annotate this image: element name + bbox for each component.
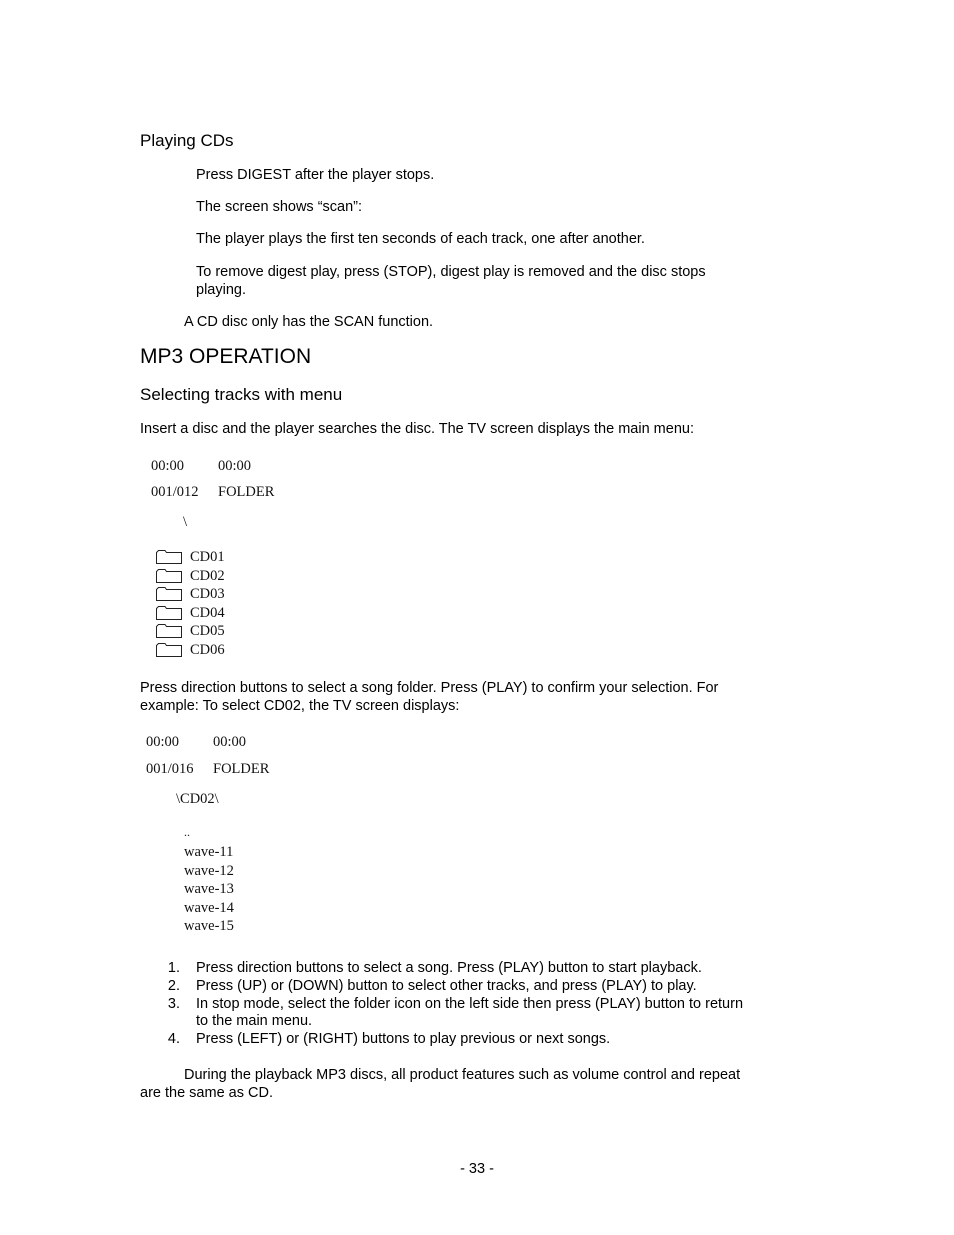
instruction-text: Press direction buttons to select a song folder. Press (PLAY) to confirm your selection. For bbox=[140, 680, 719, 696]
menu-time: 00:00 bbox=[146, 734, 180, 750]
step-text: The screen shows “scan”: bbox=[196, 199, 363, 215]
list-number: 4. bbox=[167, 1031, 180, 1047]
note-text: A CD disc only has the SCAN function. bbox=[184, 314, 434, 330]
menu-path: \ bbox=[183, 514, 188, 530]
track-item: wave-12 bbox=[184, 863, 234, 879]
menu-path: \CD02\ bbox=[176, 791, 219, 807]
section-heading-playing-cds: Playing CDs bbox=[140, 131, 234, 150]
step-text: The player plays the first ten seconds of each track, one after another. bbox=[196, 231, 645, 247]
intro-text: Insert a disc and the player searches the disc. The TV screen displays the main menu: bbox=[140, 421, 694, 437]
list-item-text: Press direction buttons to select a song. Press (PLAY) button to start playback. bbox=[196, 960, 702, 976]
track-item: wave-14 bbox=[184, 900, 234, 916]
menu-time: 00:00 bbox=[151, 458, 185, 474]
folder-icon bbox=[156, 606, 182, 620]
list-number: 1. bbox=[167, 960, 180, 976]
menu-time: 00:00 bbox=[213, 734, 247, 750]
folder-label: CD04 bbox=[190, 604, 225, 621]
folder-icon bbox=[156, 550, 182, 564]
parent-folder-item: .. bbox=[184, 825, 190, 839]
closing-text: During the playback MP3 discs, all product features such as volume control and repeat bbox=[184, 1067, 741, 1083]
list-number: 2. bbox=[167, 978, 180, 994]
list-item-text: Press (UP) or (DOWN) button to select other tracks, and press (PLAY) to play. bbox=[196, 978, 697, 994]
step-text: playing. bbox=[196, 282, 246, 298]
list-number: 3. bbox=[167, 996, 180, 1012]
folder-item bbox=[156, 567, 225, 585]
instruction-text: example: To select CD02, the TV screen displays: bbox=[140, 698, 460, 714]
section-heading-mp3: MP3 OPERATION bbox=[140, 345, 312, 368]
folder-label: CD01 bbox=[190, 548, 225, 565]
folder-item bbox=[156, 641, 225, 659]
folder-item bbox=[156, 548, 225, 566]
step-text: Press DIGEST after the player stops. bbox=[196, 167, 435, 183]
closing-text: are the same as CD. bbox=[140, 1085, 273, 1101]
folder-item bbox=[156, 604, 225, 622]
folder-label: CD05 bbox=[190, 622, 225, 639]
menu-label: FOLDER bbox=[213, 761, 270, 777]
track-item: wave-11 bbox=[184, 844, 234, 860]
list-item-text: Press (LEFT) or (RIGHT) buttons to play previous or next songs. bbox=[196, 1031, 611, 1047]
folder-label: CD06 bbox=[190, 641, 225, 658]
folder-item bbox=[156, 622, 225, 640]
folder-icon bbox=[156, 643, 182, 657]
folder-icon bbox=[156, 569, 182, 583]
track-item: wave-15 bbox=[184, 918, 234, 934]
subheading: Selecting tracks with menu bbox=[140, 385, 343, 404]
track-item: wave-13 bbox=[184, 881, 234, 897]
list-item-text: to the main menu. bbox=[196, 1013, 313, 1029]
step-text: To remove digest play, press (STOP), digest play is removed and the disc stops bbox=[196, 264, 706, 280]
folder-icon bbox=[156, 587, 182, 601]
list-item-text: In stop mode, select the folder icon on the left side then press (PLAY) button to return bbox=[196, 996, 744, 1012]
menu-label: FOLDER bbox=[218, 484, 275, 500]
menu-counter: 001/012 bbox=[151, 484, 199, 500]
page-number: - 33 - bbox=[460, 1161, 494, 1177]
folder-item bbox=[156, 585, 225, 603]
folder-icon bbox=[156, 624, 182, 638]
folder-label: CD03 bbox=[190, 585, 225, 602]
menu-counter: 001/016 bbox=[146, 761, 194, 777]
menu-time: 00:00 bbox=[218, 458, 252, 474]
folder-label: CD02 bbox=[190, 567, 225, 584]
